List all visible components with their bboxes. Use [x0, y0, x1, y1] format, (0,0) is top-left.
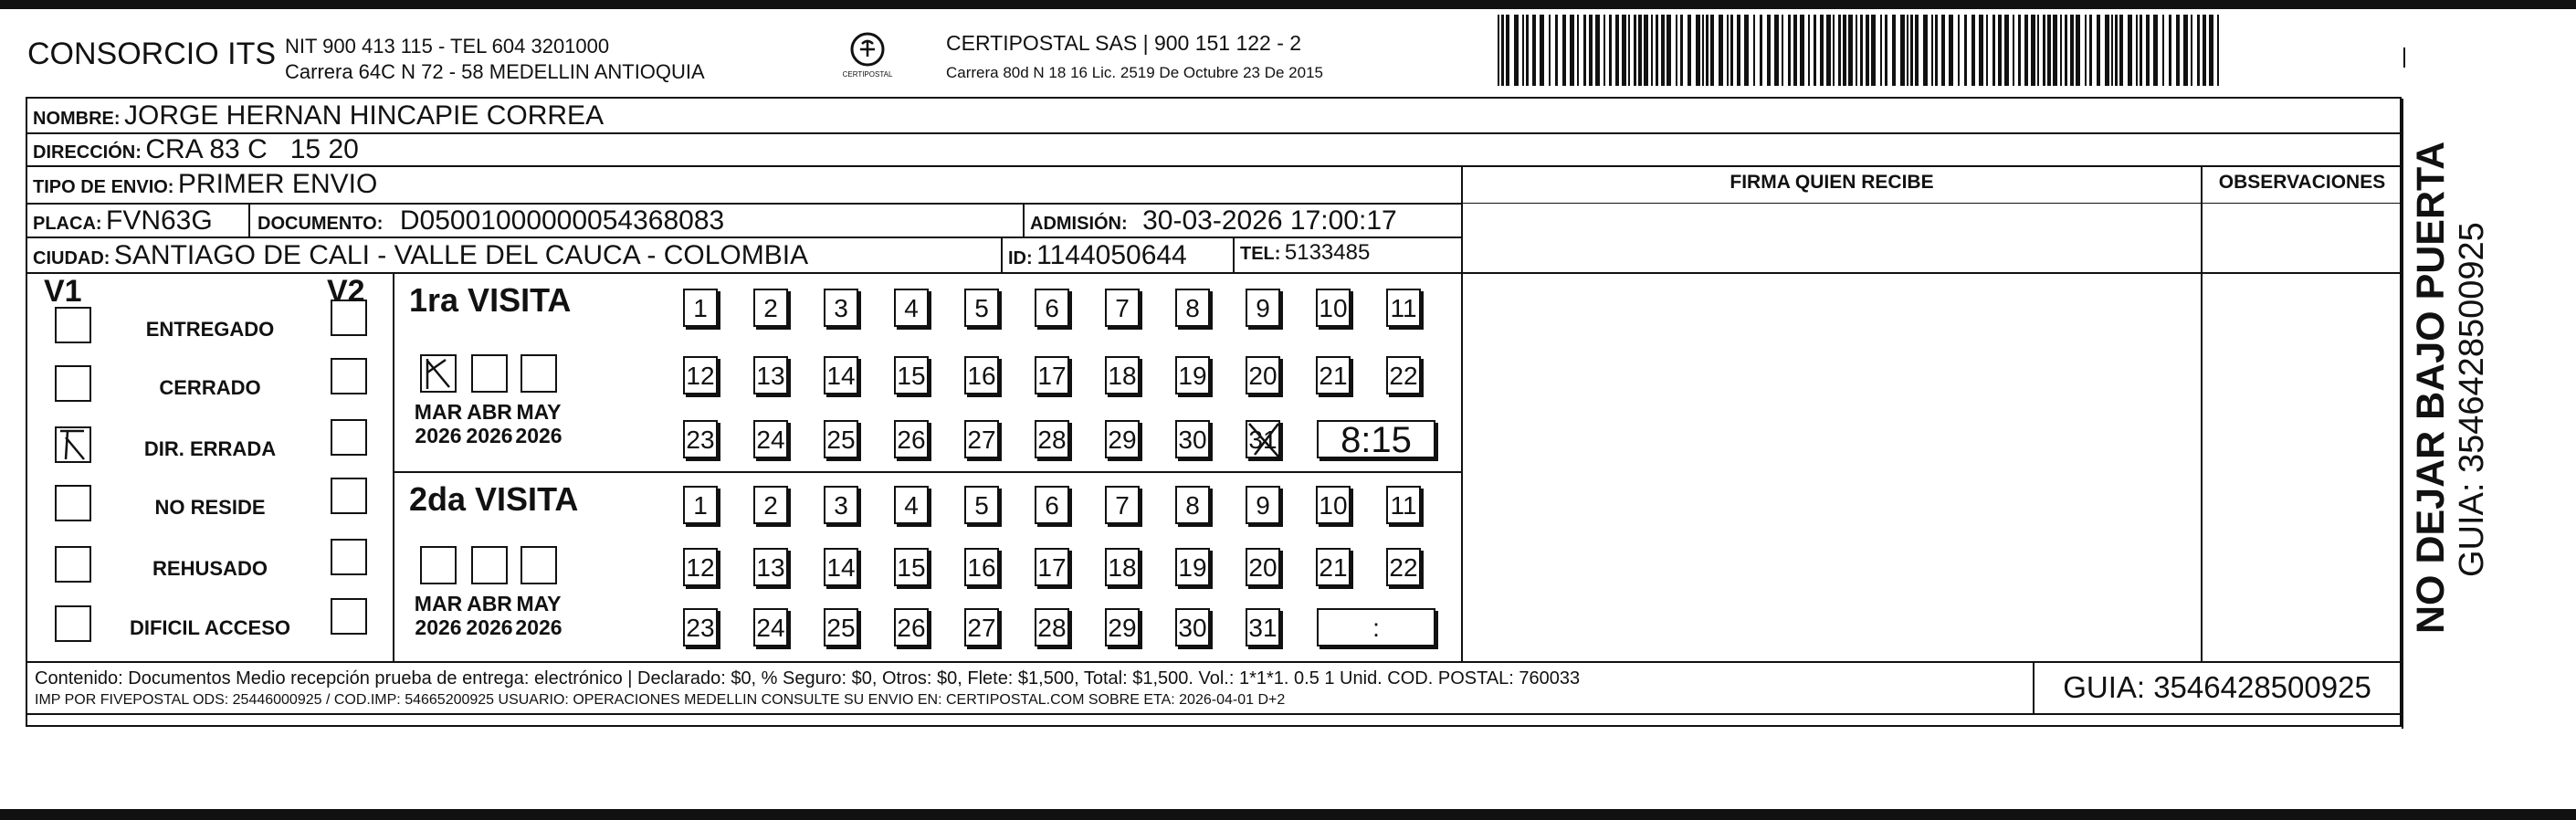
barcode-bar: [1826, 15, 1831, 86]
sender-address: Carrera 64C N 72 - 58 MEDELLIN ANTIOQUIA: [285, 60, 705, 83]
barcode-bar: [2191, 15, 2192, 86]
barcode-bar: [1753, 15, 1755, 86]
visit1-month-label: [462, 400, 517, 447]
ciudad-value: SANTIAGO DE CALI - VALLE DEL CAUCA - COLOMBIA: [113, 240, 809, 270]
documento-row: [258, 205, 724, 237]
visit1-day-box[interactable]: 12: [683, 356, 718, 394]
visit1-day-box[interactable]: 23: [683, 420, 718, 458]
barcode-bar: [1702, 15, 1704, 86]
barcode-bar: [2209, 15, 2213, 86]
header-underline: [1463, 203, 2402, 204]
barcode-bar: [1667, 15, 1671, 86]
visit1-day-box[interactable]: 19: [1175, 356, 1210, 394]
barcode-bar: [1900, 15, 1905, 86]
status-label: REHUSADO: [152, 557, 268, 580]
barcode-bar: [1979, 15, 1983, 86]
visit2-month-name: ABR: [467, 592, 512, 615]
barcode-bar: [1651, 15, 1653, 86]
v2-checkbox[interactable]: [331, 478, 367, 514]
barcode-bar: [2085, 15, 2087, 86]
barcode-bar: [1871, 15, 1876, 86]
visit2-day-box[interactable]: 24: [753, 608, 788, 647]
barcode-bar: [1856, 15, 1857, 86]
barcode-bar: [2024, 15, 2028, 86]
footer-bottom-line: [27, 713, 2402, 715]
barcode-bar: [1506, 15, 1509, 86]
barcode-bar: [1562, 15, 1566, 86]
barcode-bar: [1958, 15, 1960, 86]
visit2-day-box[interactable]: 15: [894, 548, 929, 586]
v1-checkbox[interactable]: [55, 307, 91, 343]
visit1-day-box[interactable]: 20: [1246, 356, 1280, 394]
bottom-border: [0, 809, 2576, 820]
visit1-day-box[interactable]: 10: [1316, 289, 1351, 327]
placa-label: PLACA:: [33, 214, 102, 234]
v2-checkbox[interactable]: [331, 300, 367, 336]
barcode-bar: [1923, 15, 1928, 86]
side-guia: GUIA: 3546428500925: [2453, 222, 2491, 577]
no-dejar-text: NO DEJAR BAJO PUERTA: [2409, 141, 2453, 634]
documento-value: D05001000000054368083: [399, 205, 725, 236]
visit2-day-box[interactable]: 28: [1035, 608, 1069, 647]
v2-checkbox[interactable]: [331, 539, 367, 575]
visit2-day-box[interactable]: 31: [1246, 608, 1280, 647]
top-border: [0, 0, 2576, 9]
barcode-bar: [1880, 15, 1882, 86]
placa-value: FVN63G: [106, 205, 213, 236]
logo-text: CERTIPOSTAL: [842, 70, 893, 79]
barcode-bar: [1710, 15, 1714, 86]
barcode-bar: [2169, 15, 2171, 86]
barcode-bar: [2053, 15, 2057, 86]
visit1-month-box[interactable]: [471, 354, 508, 393]
visit1-month-year: 2026: [515, 424, 563, 447]
barcode-bar: [1800, 15, 1804, 86]
sender-name: CONSORCIO ITS: [27, 37, 277, 71]
col-line: [248, 203, 250, 237]
visit2-day-box[interactable]: 6: [1035, 486, 1069, 524]
tel-label: TEL:: [1240, 244, 1281, 264]
visit1-day-mark: [1246, 420, 1282, 465]
barcode-bar: [1549, 15, 1551, 86]
barcode-bar: [2119, 15, 2123, 86]
visit1-day-box[interactable]: 28: [1035, 420, 1069, 458]
barcode-bar: [2136, 15, 2138, 86]
col-line: [1001, 237, 1003, 272]
barcode: [1498, 15, 2228, 86]
visit2-month-label: [462, 592, 517, 639]
visit2-day-box[interactable]: 19: [1175, 548, 1210, 586]
visit1-month-label: [411, 400, 466, 447]
visit1-day-box[interactable]: 24: [753, 420, 788, 458]
visit1-day-box[interactable]: 25: [824, 420, 858, 458]
barcode-bar: [1788, 15, 1791, 86]
barcode-bar: [1680, 15, 1683, 86]
barcode-bar: [1688, 15, 1691, 86]
barcode-bar: [1941, 15, 1945, 86]
barcode-bar: [1522, 15, 1524, 86]
barcode-bar: [2076, 15, 2080, 86]
visit2-day-box[interactable]: 7: [1105, 486, 1140, 524]
visit1-month-label: [511, 400, 566, 447]
barcode-bar: [2176, 15, 2180, 86]
col-line: [1461, 165, 1463, 661]
placa-row: [33, 205, 213, 237]
tick-mark: [2403, 47, 2405, 68]
direccion-label: DIRECCIÓN:: [33, 142, 142, 163]
visit1-title: 1ra VISITA: [409, 281, 572, 319]
barcode-bar: [2060, 15, 2062, 86]
visit1-day-box[interactable]: 1: [683, 289, 718, 327]
barcode-bar: [2070, 15, 2074, 86]
v1-label: V1: [44, 274, 82, 309]
id-value: 1144050644: [1036, 240, 1187, 270]
visit2-month-box[interactable]: [520, 546, 557, 584]
barcode-bar: [1706, 15, 1709, 86]
barcode-bar: [1838, 15, 1841, 86]
status-label: ENTREGADO: [145, 318, 275, 341]
ciudad-row: [33, 240, 808, 271]
barcode-bar: [1833, 15, 1835, 86]
barcode-bar: [1774, 15, 1779, 86]
barcode-bar: [1622, 15, 1626, 86]
admision-row: [1030, 205, 1397, 237]
visit2-day-box[interactable]: 16: [964, 548, 999, 586]
barcode-bar: [1935, 15, 1938, 86]
visit2-month-box[interactable]: [471, 546, 508, 584]
barcode-bar: [2140, 15, 2142, 86]
barcode-bar: [1603, 15, 1605, 86]
barcode-bar: [1744, 15, 1749, 86]
visit1-day-box[interactable]: 18: [1105, 356, 1140, 394]
visit1-day-box[interactable]: 17: [1035, 356, 1069, 394]
barcode-bar: [1532, 15, 1536, 86]
barcode-bar: [1910, 15, 1913, 86]
barcode-bar: [2162, 15, 2164, 86]
barcode-bar: [1656, 15, 1658, 86]
barcode-bar: [1907, 15, 1908, 86]
barcode-bar: [1848, 15, 1853, 86]
barcode-bar: [1577, 15, 1579, 86]
visit2-day-box[interactable]: 8: [1175, 486, 1210, 524]
visit2-day-box[interactable]: 5: [964, 486, 999, 524]
col-line: [2201, 165, 2203, 661]
tel-value: 5133485: [1284, 240, 1371, 265]
barcode-bar: [1555, 15, 1558, 86]
visit2-day-box[interactable]: 12: [683, 548, 718, 586]
nombre-label: NOMBRE:: [33, 109, 121, 129]
barcode-bar: [1540, 15, 1544, 86]
visit2-day-box[interactable]: 3: [824, 486, 858, 524]
visit1-day-box[interactable]: 8: [1175, 289, 1210, 327]
barcode-bar: [1737, 15, 1740, 86]
barcode-bar: [1696, 15, 1700, 86]
barcode-bar: [1964, 15, 1967, 86]
barcode-bar: [1526, 15, 1529, 86]
visit2-day-box[interactable]: 9: [1246, 486, 1280, 524]
visit2-day-box[interactable]: 14: [824, 548, 858, 586]
firma-header: FIRMA QUIEN RECIBE: [1730, 172, 1934, 193]
direccion-row: [33, 134, 359, 165]
nombre-row: [33, 100, 604, 131]
barcode-bar: [1992, 15, 1995, 86]
tipo-label: TIPO DE ENVIO:: [33, 177, 174, 197]
barcode-bar: [1595, 15, 1600, 86]
status-label: DIFICIL ACCESO: [129, 616, 290, 639]
barcode-bar: [2197, 15, 2200, 86]
barcode-bar: [2065, 15, 2067, 86]
row-line: [27, 165, 2402, 167]
visit1-day-box[interactable]: 2: [753, 289, 788, 327]
barcode-bar: [1719, 15, 1723, 86]
footer-line: [27, 661, 2402, 663]
id-label: ID:: [1008, 248, 1033, 268]
visit1-day-box[interactable]: 9: [1246, 289, 1280, 327]
barcode-bar: [1866, 15, 1869, 86]
id-row: [1008, 240, 1187, 271]
barcode-bar: [1915, 15, 1919, 86]
tel-row: [1240, 240, 1370, 266]
barcode-bar: [1727, 15, 1729, 86]
status-label: NO RESIDE: [154, 496, 266, 519]
barcode-bar: [1638, 15, 1642, 86]
barcode-bar: [1949, 15, 1953, 86]
v1-checkbox[interactable]: [55, 546, 91, 583]
barcode-bar: [1615, 15, 1619, 86]
barcode-bar: [1628, 15, 1630, 86]
visit1-day-box[interactable]: 3: [824, 289, 858, 327]
visit2-day-box[interactable]: 20: [1246, 548, 1280, 586]
barcode-bar: [1676, 15, 1677, 86]
visit2-day-box[interactable]: 17: [1035, 548, 1069, 586]
col-line: [393, 272, 394, 661]
visit1-day-box[interactable]: 6: [1035, 289, 1069, 327]
barcode-bar: [1583, 15, 1586, 86]
v1-checkbox[interactable]: [55, 426, 91, 463]
col-line: [1023, 203, 1025, 237]
barcode-bar: [1860, 15, 1863, 86]
visit2-month-year: 2026: [466, 615, 513, 639]
barcode-bar: [2013, 15, 2014, 86]
tipo-row: [33, 169, 377, 200]
barcode-bar: [1931, 15, 1933, 86]
row-line: [27, 203, 1461, 205]
documento-label: DOCUMENTO:: [258, 214, 384, 234]
barcode-bar: [1820, 15, 1824, 86]
barcode-bar: [1808, 15, 1810, 86]
visit2-day-box[interactable]: 22: [1386, 548, 1421, 586]
visit2-day-box[interactable]: 26: [894, 608, 929, 647]
visit1-day-box[interactable]: 27: [964, 420, 999, 458]
visit1-day-box[interactable]: 11: [1386, 289, 1421, 327]
visit1-month-box[interactable]: [420, 354, 457, 393]
visit2-month-year: 2026: [515, 615, 563, 639]
nombre-value: JORGE HERNAN HINCAPIE CORREA: [124, 100, 605, 131]
barcode-bar: [2037, 15, 2039, 86]
visit2-day-box[interactable]: 11: [1386, 486, 1421, 524]
barcode-bar: [1589, 15, 1593, 86]
barcode-bar: [2031, 15, 2035, 86]
barcode-bar: [2047, 15, 2051, 86]
barcode-bar: [1661, 15, 1665, 86]
visit1-day-box[interactable]: 7: [1105, 289, 1140, 327]
visit1-month-name: MAR: [414, 400, 463, 424]
barcode-bar: [1998, 15, 2002, 86]
visit2-month-year: 2026: [415, 615, 462, 639]
barcode-bar: [1644, 15, 1648, 86]
visit1-month-name: MAY: [516, 400, 562, 424]
barcode-bar: [1782, 15, 1783, 86]
visit2-title: 2da VISITA: [409, 480, 579, 518]
visit2-time-box[interactable]: :: [1317, 608, 1435, 647]
visit1-month-box[interactable]: [520, 354, 557, 393]
visit1-month-name: ABR: [467, 400, 512, 424]
visit2-day-box[interactable]: 13: [753, 548, 788, 586]
visit1-day-box[interactable]: 14: [824, 356, 858, 394]
v1-checkbox[interactable]: [55, 485, 91, 521]
shipping-card: [26, 97, 2402, 727]
visit1-day-box[interactable]: 16: [964, 356, 999, 394]
barcode-bar: [1885, 15, 1887, 86]
carrier-license: Carrera 80d N 18 16 Lic. 2519 De Octubre 23 De 2015: [946, 64, 1323, 81]
visit2-day-box[interactable]: 4: [894, 486, 929, 524]
visit2-day-box[interactable]: 21: [1316, 548, 1351, 586]
ciudad-label: CIUDAD:: [33, 248, 110, 268]
barcode-bar: [2203, 15, 2206, 86]
barcode-bar: [2153, 15, 2158, 86]
barcode-bar: [2043, 15, 2045, 86]
status-label: DIR. ERRADA: [143, 437, 277, 460]
visit1-day-box[interactable]: 30: [1175, 420, 1210, 458]
barcode-bar: [2111, 15, 2113, 86]
visit2-day-box[interactable]: 18: [1105, 548, 1140, 586]
barcode-bar: [2115, 15, 2118, 86]
barcode-bar: [1609, 15, 1612, 86]
barcode-bar: [2089, 15, 2092, 86]
barcode-bar: [1498, 15, 1499, 86]
col-line: [1233, 237, 1235, 272]
barcode-bar: [1570, 15, 1574, 86]
barcode-bar: [2217, 15, 2219, 86]
visit1-day-box[interactable]: 15: [894, 356, 929, 394]
v1-checkbox[interactable]: [55, 365, 91, 402]
v2-checkbox[interactable]: [331, 358, 367, 394]
visit2-month-label: [411, 592, 466, 639]
barcode-bar: [1501, 15, 1504, 86]
visit2-day-box[interactable]: 25: [824, 608, 858, 647]
footer-contenido: Contenido: Documentos Medio recepción prueba de entrega: electrónico | Declarado: $0, % Seguro: $0, Otros: $0, Flete: $1,500, Total: $1,500. Vol.: 1*1*1. 0.5 1 Unid. COD. POSTAL: 760033: [35, 668, 1581, 689]
visit1-day-box[interactable]: 5: [964, 289, 999, 327]
footer-guia: GUIA: 3546428500925: [2063, 670, 2371, 704]
barcode-bar: [2018, 15, 2021, 86]
barcode-bar: [2004, 15, 2009, 86]
status-label: CERRADO: [159, 376, 261, 399]
admision-value: 30-03-2026 17:00:17: [1142, 205, 1397, 236]
barcode-bar: [1767, 15, 1771, 86]
visit1-month-year: 2026: [466, 424, 513, 447]
v2-checkbox[interactable]: [331, 419, 367, 456]
visit2-month-name: MAY: [516, 592, 562, 615]
admision-label: ADMISIÓN:: [1030, 214, 1128, 234]
visit2-day-box[interactable]: 30: [1175, 608, 1210, 647]
barcode-bar: [1814, 15, 1816, 86]
barcode-bar: [2183, 15, 2188, 86]
row-line: [27, 272, 2402, 274]
footer-imp: IMP POR FIVEPOSTAL ODS: 25446000925 / COD.IMP: 54665200925 USUARIO: OPERACIONES MEDELLIN CONSULTE SU ENVIO EN: CERTIPOSTAL.COM SOBRE ETA: 2026-04-01 D+2: [35, 692, 1286, 708]
visit1-time-box[interactable]: 8:15: [1317, 420, 1435, 458]
row-line: [27, 237, 1461, 238]
certipostal-logo: [840, 27, 895, 86]
v2-label: V2: [327, 274, 365, 309]
visit1-month-year: 2026: [415, 424, 462, 447]
visit1-day-box[interactable]: 31: [1246, 420, 1280, 458]
barcode-bar: [1843, 15, 1846, 86]
visit2-day-box[interactable]: 23: [683, 608, 718, 647]
barcode-bar: [2146, 15, 2150, 86]
row-line: [27, 132, 2402, 134]
barcode-bar: [1986, 15, 1988, 86]
barcode-bar: [1634, 15, 1636, 86]
visit1-day-box[interactable]: 26: [894, 420, 929, 458]
barcode-bar: [1892, 15, 1896, 86]
visit2-month-label: [511, 592, 566, 639]
observaciones-header: OBSERVACIONES: [2218, 172, 2386, 193]
visit2-day-box[interactable]: 10: [1316, 486, 1351, 524]
visit2-day-box[interactable]: 2: [753, 486, 788, 524]
visit2-day-box[interactable]: 29: [1105, 608, 1140, 647]
barcode-bar: [2105, 15, 2109, 86]
visit1-day-box[interactable]: 29: [1105, 420, 1140, 458]
barcode-bar: [1514, 15, 1519, 86]
visit1-day-box[interactable]: 22: [1386, 356, 1421, 394]
barcode-bar: [2097, 15, 2100, 86]
barcode-bar: [1971, 15, 1975, 86]
visit1-day-box[interactable]: 13: [753, 356, 788, 394]
visit2-day-box[interactable]: 27: [964, 608, 999, 647]
visit-separator: [393, 471, 1461, 473]
sender-nit: NIT 900 413 115 - TEL 604 3201000: [285, 35, 610, 58]
visit2-day-box[interactable]: 1: [683, 486, 718, 524]
col-line: [2402, 99, 2403, 729]
visit2-month-box[interactable]: [420, 546, 457, 584]
barcode-bar: [1793, 15, 1797, 86]
v2-checkbox[interactable]: [331, 598, 367, 635]
side-text: [2409, 142, 2491, 634]
carrier-line: CERTIPOSTAL SAS | 900 151 122 - 2: [946, 31, 1302, 55]
barcode-bar: [1730, 15, 1733, 86]
barcode-bar: [1760, 15, 1762, 86]
direccion-value: CRA 83 C 15 20: [145, 134, 359, 164]
tipo-value: PRIMER ENVIO: [177, 169, 378, 199]
v1-checkbox[interactable]: [55, 605, 91, 642]
barcode-bar: [2128, 15, 2132, 86]
visit1-day-box[interactable]: 4: [894, 289, 929, 327]
visit1-day-box[interactable]: 21: [1316, 356, 1351, 394]
visit2-month-name: MAR: [414, 592, 463, 615]
